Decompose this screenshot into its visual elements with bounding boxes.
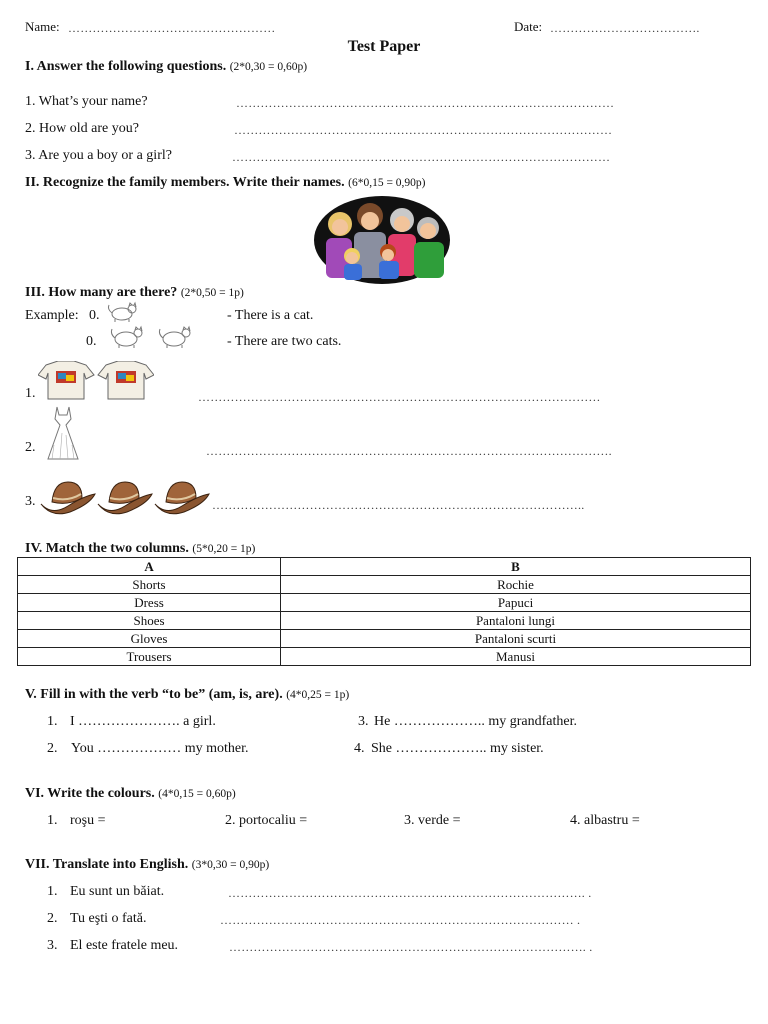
colour-item-3[interactable]: 3. verde = xyxy=(404,813,461,828)
translate-item-3: El este fratele meu. xyxy=(70,938,179,953)
section-7-heading xyxy=(25,857,269,873)
example-1-text: - There is a cat. xyxy=(227,308,314,323)
translate-item-1-number: 1. xyxy=(47,884,58,899)
t-shirt-icon xyxy=(38,361,154,401)
answer-line-3[interactable]: ………………………………………………………………………………… xyxy=(232,150,611,164)
answer-line-2[interactable]: ………………………………………………………………………………… xyxy=(234,123,613,137)
table-row xyxy=(18,630,751,648)
example-1-number: 0. xyxy=(89,308,100,323)
table-row xyxy=(18,648,751,666)
answer-line-1[interactable]: ………………………………………………………………………………… xyxy=(236,96,615,110)
translate-item-2: Tu eşti o fată. xyxy=(70,911,147,926)
section-6-points: (4*0,15 = 0,60p) xyxy=(158,788,236,800)
section-6-title: VI. Write the colours. xyxy=(25,786,155,801)
example-2-text: - There are two cats. xyxy=(227,334,342,349)
question-1: 1. What’s your name? xyxy=(25,94,148,109)
match-table xyxy=(17,557,751,666)
section-3-heading xyxy=(25,285,244,301)
page-title: Test Paper xyxy=(347,38,421,55)
date-field[interactable]: ………………………………. xyxy=(550,21,700,35)
item-1-number: 1. xyxy=(25,386,36,401)
section-5-heading xyxy=(25,687,349,703)
section-4-heading xyxy=(25,541,255,557)
table-row xyxy=(18,612,751,630)
column-b-cell: Manusi xyxy=(281,648,751,666)
example-label: Example: xyxy=(25,308,79,323)
section-2-points: (6*0,15 = 0,90p) xyxy=(348,177,426,189)
column-a-cell: Gloves xyxy=(18,630,281,648)
name-field[interactable]: …………………………………………… xyxy=(68,21,276,35)
column-b-header: B xyxy=(281,558,751,576)
fill-item-3-number: 3. xyxy=(358,714,369,729)
name-label: Name: xyxy=(25,19,60,34)
column-b-cell: Pantaloni lungi xyxy=(281,612,751,630)
cat-icon xyxy=(105,301,139,323)
two-cats-icon xyxy=(108,324,200,350)
section-4-title: IV. Match the two columns. xyxy=(25,541,189,556)
column-b-cell: Papuci xyxy=(281,594,751,612)
family-picture-icon xyxy=(312,194,452,286)
item-3-answer-line[interactable]: ……………………………………………………………………………….. xyxy=(212,498,585,512)
fill-item-1-number: 1. xyxy=(47,714,58,729)
table-row xyxy=(18,594,751,612)
section-5-points: (4*0,25 = 1p) xyxy=(286,689,350,701)
column-a-header: A xyxy=(18,558,281,576)
question-2: 2. How old are you? xyxy=(25,121,139,136)
section-1-title: I. Answer the following questions. xyxy=(25,59,227,74)
section-4-points: (5*0,20 = 1p) xyxy=(192,543,256,555)
colour-item-4[interactable]: 4. albastru = xyxy=(570,813,640,828)
section-5-title: V. Fill in with the verb “to be” (am, is, are). xyxy=(25,687,283,702)
item-3-number: 3. xyxy=(25,494,36,509)
section-1-points: (2*0,30 = 0,60p) xyxy=(229,61,308,73)
question-3: 3. Are you a boy or a girl? xyxy=(25,148,172,163)
section-2-heading xyxy=(25,175,426,191)
fill-item-2[interactable]: You ……………… my mother. xyxy=(71,741,249,756)
table-header-row xyxy=(18,558,751,576)
fill-item-3[interactable]: He ……………….. my grandfather. xyxy=(374,714,577,729)
colour-item-2[interactable]: 2. portocaliu = xyxy=(225,813,308,828)
example-2-number: 0. xyxy=(86,334,97,349)
column-a-cell: Shoes xyxy=(18,612,281,630)
column-a-cell: Dress xyxy=(18,594,281,612)
table-row xyxy=(18,576,751,594)
fill-item-4[interactable]: She ……………….. my sister. xyxy=(371,741,544,756)
colour-item-1-number: 1. xyxy=(47,813,58,828)
item-2-number: 2. xyxy=(25,440,36,455)
section-2-title: II. Recognize the family members. Write their names. xyxy=(25,175,345,190)
dress-icon xyxy=(42,405,84,461)
section-3-points: (2*0,50 = 1p) xyxy=(180,287,244,299)
item-1-answer-line[interactable]: ……………………………………………………………………………………… xyxy=(198,390,601,404)
translate-item-3-number: 3. xyxy=(47,938,58,953)
section-1-heading xyxy=(25,59,307,75)
colour-item-1[interactable]: roşu = xyxy=(70,813,106,828)
cowboy-hat-icon xyxy=(40,476,212,518)
section-6-heading xyxy=(25,786,236,802)
section-3-title: III. How many are there? xyxy=(25,285,178,300)
date-label: Date: xyxy=(514,19,543,34)
item-2-answer-line[interactable]: ………………………………………………………………………………………. xyxy=(206,444,612,458)
translate-answer-line-1[interactable]: ……………………………………………………………………………. . xyxy=(228,886,592,900)
translate-item-2-number: 2. xyxy=(47,911,58,926)
fill-item-4-number: 4. xyxy=(354,741,365,756)
column-a-cell: Shorts xyxy=(18,576,281,594)
column-b-cell: Rochie xyxy=(281,576,751,594)
section-7-points: (3*0,30 = 0,90p) xyxy=(191,859,270,871)
translate-answer-line-2[interactable]: …………………………………………………………………………… . xyxy=(220,913,581,927)
translate-item-1: Eu sunt un băiat. xyxy=(70,884,165,899)
fill-item-2-number: 2. xyxy=(47,741,58,756)
fill-item-1[interactable]: I …………………. a girl. xyxy=(70,714,216,729)
column-a-cell: Trousers xyxy=(18,648,281,666)
section-7-title: VII. Translate into English. xyxy=(25,857,189,872)
translate-answer-line-3[interactable]: ……………………………………………………………………………. . xyxy=(229,940,593,954)
column-b-cell: Pantaloni scurti xyxy=(281,630,751,648)
